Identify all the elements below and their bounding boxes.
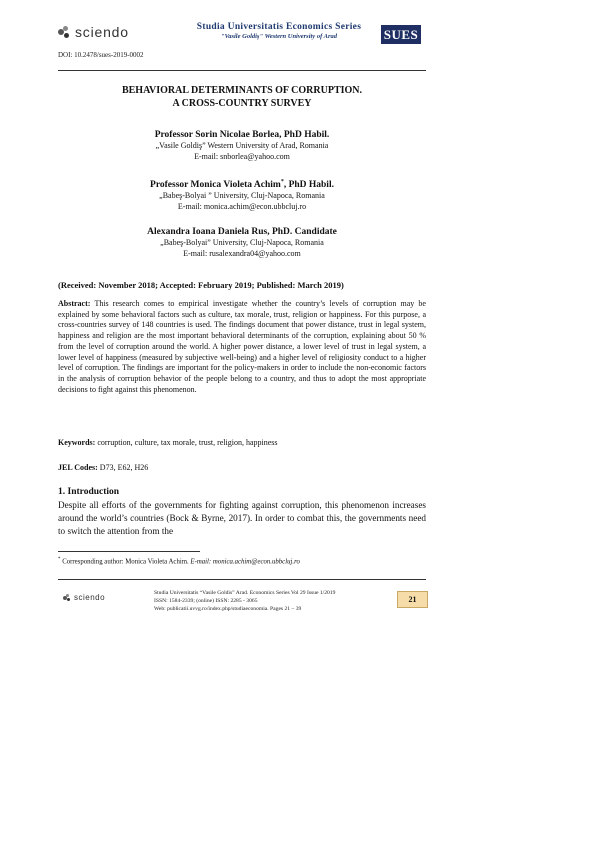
author-affiliation: „Babeş-Bolyai ” University, Cluj-Napoca, Romania [159,191,325,201]
article-title [58,85,426,110]
page-number: 21 [397,591,428,608]
header-rule [58,70,426,71]
author-name: Professor Sorin Nicolae Borlea, PhD Habil. [154,130,330,140]
footer-rule [58,579,426,580]
section-heading-introduction: 1. Introduction [58,487,120,497]
jel-label: JEL Codes: [58,463,98,472]
footer-sciendo-logo [63,593,105,602]
author-name: Professor Monica Violeta Achim*, PhD Habil. [150,179,334,191]
series-subtitle: "Vasile Goldiş" Western University of Arad [221,33,337,40]
title-line-1: BEHAVIORAL DETERMINANTS OF CORRUPTION. [121,85,363,96]
title-line-2: A CROSS-COUNTRY SURVEY [172,97,312,109]
footnote-mark: * [58,557,61,562]
journal-series-header [184,22,374,40]
footer-line-1: Studia Universitatis “Vasile Goldis” Arad. Economics Series Vol 29 Issue 1/2019 [154,590,336,596]
author-affiliation: „Vasile Goldiş” Western University of Arad, Romania [155,141,329,150]
footer-line-2: ISSN: 1584-2339; (online) ISSN: 2285 - 3065 [154,597,258,604]
footer-journal-info [154,590,335,613]
introduction-paragraph: Despite all efforts of the governments for fighting against corruption, this phenomenon increases around the world’s countries (Bock & Byrne, 2017). In order to combat this, the governments need to switch the attention from the [58,500,426,537]
series-title: Studia Universitatis Economics Series [196,22,362,32]
author-block-2 [58,179,426,212]
jel-text: D73, E62, H26 [99,463,149,472]
keywords [58,438,278,447]
author-block-1 [58,130,426,162]
author-email: E-mail: snborlea@yahoo.com [194,152,290,161]
author-block-3 [58,227,426,259]
author-affiliation: „Babeş-Bolyai” University, Cluj-Napoca, Romania [160,238,324,247]
keywords-text: corruption, culture, tax morale, trust, religion, happiness [97,438,278,447]
footer-line-3: Web: publicatii.uvvg.ro/index.php/studiaeconomia. Pages 21 – 39 [154,605,302,612]
footnote-email: E-mail: monica.achim@econ.ubbcluj.ro [190,558,300,566]
keywords-label: Keywords: [58,438,96,447]
received-dates: (Received: November 2018; Accepted: February 2019; Published: March 2019) [58,280,344,290]
footnote-rule [58,551,200,552]
sciendo-mark-icon [63,594,71,602]
footnote-text: Corresponding author: Monica Violeta Achim. [62,558,189,566]
sues-logo: SUES [381,25,421,44]
footnote [58,557,300,565]
abstract-text: This research comes to empirical investigate whether the country’s levels of corruption may be explained by some behavioral factors such as culture, tax morale, trust, religion or happiness. For this purpose, a cross-countries survey of 148 countries is used. The findings document that power distance, trust in legal system, happiness and religion are the most important behavioral determinants of the corruption, explaining about 50 % from the level of corruption around the world. A higher power distance, a lower level of trust in legal system, a lower level of happiness (measured by subjective well-being) and a higher level of religiosity conduct to a higher level of corruption. The findings are important for the policy-makers in order to include the non-economic factors in the analysis of corruption behavior of the people belong to a country, and thus to adopt the most appropriate decisions to fight against this phenomenon. [58,299,426,394]
abstract [58,299,426,395]
author-email: E-mail: rusalexandra04@yahoo.com [183,249,301,258]
author-name: Alexandra Ioana Daniela Rus, PhD. Candidate [147,227,337,237]
sciendo-logo [58,24,129,40]
doi: DOI: 10.2478/sues-2019-0002 [58,51,144,59]
jel-codes [58,463,148,472]
sciendo-logo-text: sciendo [75,24,129,40]
author-email: E-mail: monica.achim@econ.ubbcluj.ro [177,202,307,212]
corresponding-mark: * [280,179,284,185]
sciendo-mark-icon [58,26,71,39]
footer-logo-text: sciendo [74,593,106,602]
abstract-label: Abstract: [58,299,91,308]
